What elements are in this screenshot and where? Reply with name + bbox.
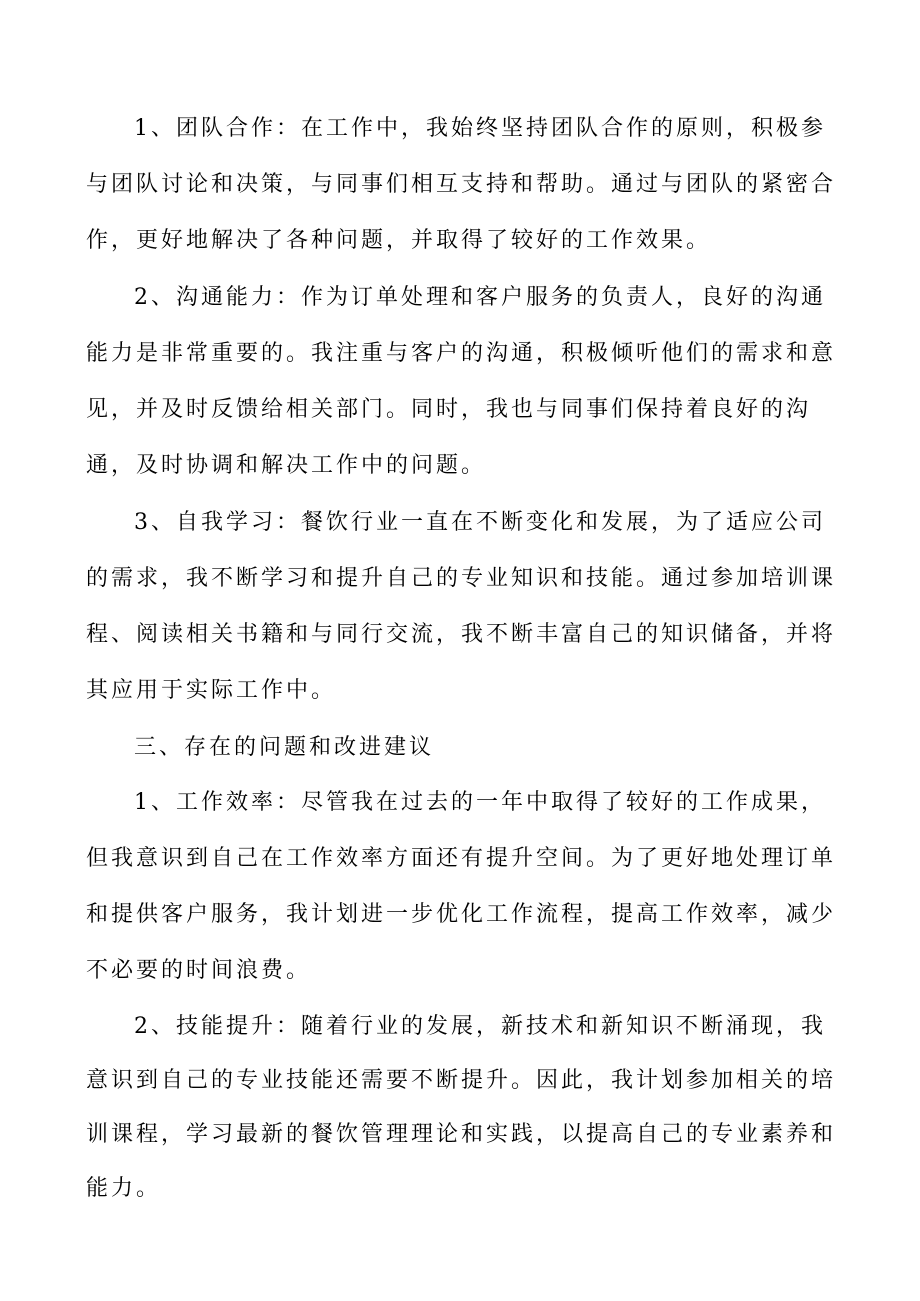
paragraph-skill-improvement: 2、技能提升：随着行业的发展，新技术和新知识不断涌现，我意识到自己的专业技能还需要不断提升。因此，我计划参加相关的培训课程，学习最新的餐饮管理理论和实践，以提高自己的专业素养和能力。 [86,1014,837,1201]
paragraph-communication-skills: 2、沟通能力：作为订单处理和客户服务的负责人，良好的沟通能力是非常重要的。我注重与客户的沟通，积极倾听他们的需求和意见，并及时反馈给相关部门。同时，我也与同事们保持着良好的沟通，及时协调和解决工作中的问题。 [86,285,837,478]
paragraph-self-learning: 3、自我学习：餐饮行业一直在不断变化和发展，为了适应公司的需求，我不断学习和提升自己的专业知识和技能。通过参加培训课程、阅读相关书籍和与同行交流，我不断丰富自己的知识储备，并将其应用于实际工作中。 [86,510,837,703]
paragraph-work-efficiency: 1、工作效率：尽管我在过去的一年中取得了较好的工作成果，但我意识到自己在工作效率方面还有提升空间。为了更好地处理订单和提供客户服务，我计划进一步优化工作流程，提高工作效率，减少不必要的时间浪费。 [86,790,837,983]
paragraph-team-cooperation: 1、团队合作：在工作中，我始终坚持团队合作的原则，积极参与团队讨论和决策，与同事们相互支持和帮助。通过与团队的紧密合作，更好地解决了各种问题，并取得了较好的工作效果。 [86,116,837,253]
section-heading-problems-and-suggestions: 三、存在的问题和改进建议 [134,735,435,760]
